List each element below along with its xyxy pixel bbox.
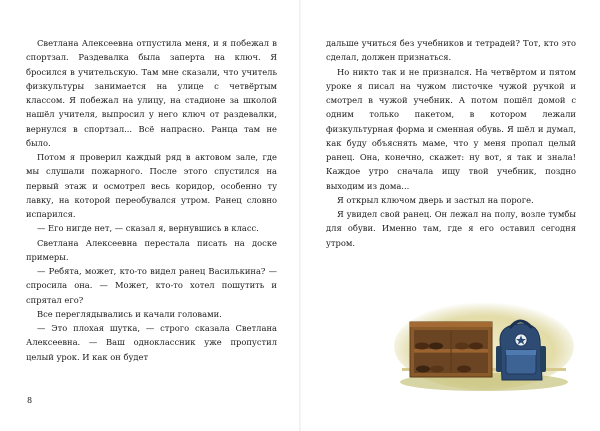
paragraph: Все переглядывались и качали головами. [37,308,222,319]
paragraph: Светлана Алексеевна перестала писать на доске примеры. [26,237,277,262]
paragraph: Я открыл ключом дверь и застыл на пороге. [337,194,534,205]
page-number: 8 [27,396,33,405]
paragraph: — Его нигде нет, — сказал я, вернувшись в класс. [37,223,259,234]
paragraph: Светлана Алексеевна отпустила меня, и я побежал в спортзал. Раздевалка была заперта на ключ. Я бросился в учительскую. Там мне сказали, что учитель физкультуры занимается на улице с четвёртым классом. Я побежал на улицу, на стадионе за школой нашёл учителя, выпросил у него ключ от раздевалки, вернулся в спортзал... Всё напрасно. Ранца там не было. [26,38,277,148]
paragraph: — Ребята, может, кто-то видел ранец Василькина? — спросила она. — Может, кто-то хотел пошутить и спрятал его? [26,266,277,305]
paragraph: Потом я проверил каждый ряд в актовом зале, где мы слушали пожарного. После этого спустился на первый этаж и осмотрел весь коридор, особенно ту лавку, на которой переобувался утром. Ранец словно испарился. [26,152,277,219]
paragraph-continuation: дальше учиться без учебников и тетрадей? Тот, кто это сделал, должен признаться. [326,38,576,63]
backpack-by-shoe-cabinet-illustration [392,300,576,392]
book-gutter [299,0,301,431]
paragraph: Я увидел свой ранец. Он лежал на полу, возле тумбы для обуви. Именно там, где я его оставил сегодня утром. [326,209,576,248]
paragraph: — Это плохая шутка, — строго сказала Светлана Алексеевна. — Ваш одноклассник уже пропустил целый урок. И как он будет [26,323,277,362]
left-page-text [26,36,277,364]
paragraph: Но никто так и не признался. На четвёртом и пятом уроке я писал на чужом листочке чужой ручкой и смотрел в чужой учебник. А потом пошёл домой с одним только пакетом, в котором лежали физкультурная форма и сменная обувь. Я шёл и думал, как буду объяснять маме, что у меня пропал целый ранец. Она, конечно, скажет: ну вот, я так и знала! Каждое утро сначала ищу твой учебник, поздно выходим из дома... [326,66,576,191]
right-page-text [326,36,576,250]
